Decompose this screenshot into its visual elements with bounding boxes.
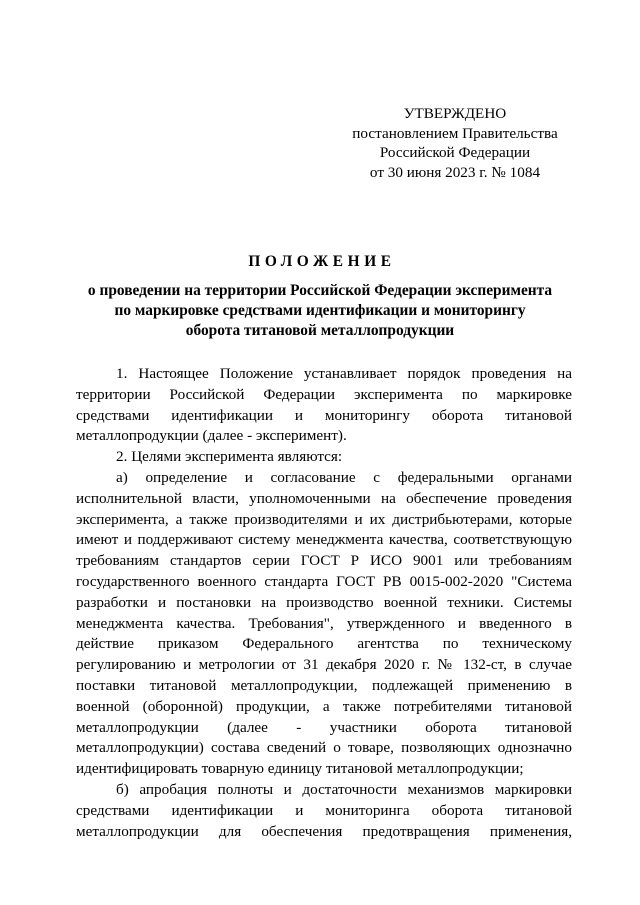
approval-line-3: от 30 июня 2023 г. № 1084 bbox=[369, 163, 541, 181]
heading-line-1: о проведении на территории Российской Федерации эксперимента bbox=[87, 282, 553, 299]
document-body bbox=[76, 364, 572, 842]
heading-line-2: по маркировке средствами идентификации и мониторингу bbox=[114, 302, 526, 319]
paragraph-2: 2. Целями эксперимента являются: bbox=[116, 448, 343, 466]
approval-line-1: постановлением Правительства bbox=[352, 124, 558, 142]
document-heading bbox=[60, 252, 580, 341]
paragraph-4: б) апробация полноты и достаточности механизмов маркировки средствами идентификации и мониторинга оборота титановой металлопродукции для обеспечения предотвращения применения, bbox=[76, 780, 572, 840]
approval-stamp bbox=[340, 104, 570, 182]
heading-line-3: оборота титановой металлопродукции bbox=[185, 322, 455, 339]
document-title: ПОЛОЖЕНИЕ bbox=[248, 253, 396, 270]
paragraph-1: 1. Настоящее Положение устанавливает порядок проведения на территории Российской Федерации эксперимента по маркировке средствами идентификации и мониторингу оборота титановой металлопродукции (далее - эксперимент). bbox=[76, 365, 572, 445]
paragraph-3: а) определение и согласование с федеральными органами исполнительной власти, уполномоченными на обеспечение проведения эксперимента, а также производителями и их дистрибьютерами, которые имеют и поддерживают систему менеджмента качества, соответствующую требованиям стандартов серии ГОСТ Р ИСО 9001 или требованиям государственного военного стандарта ГОСТ РВ 0015-002-2020 "Система разработки и постановки на производство военной техники. Системы менеджмента качества. Требования", утвержденного и введенного в действие приказом Федерального агентства по техническому регулированию и метрологии от 31 декабря 2020 г. № 132-ст, в случае поставки титановой металлопродукции, подлежащей применению в военной (оборонной) продукции, а также потребителями титановой металлопродукции (далее - участники оборота титановой металлопродукции) состава сведений о товаре, позволяющих однозначно идентифицировать товарную единицу титановой металлопродукции; bbox=[76, 468, 572, 778]
approval-title: УТВЕРЖДЕНО bbox=[403, 105, 507, 122]
approval-line-2: Российской Федерации bbox=[379, 144, 531, 161]
